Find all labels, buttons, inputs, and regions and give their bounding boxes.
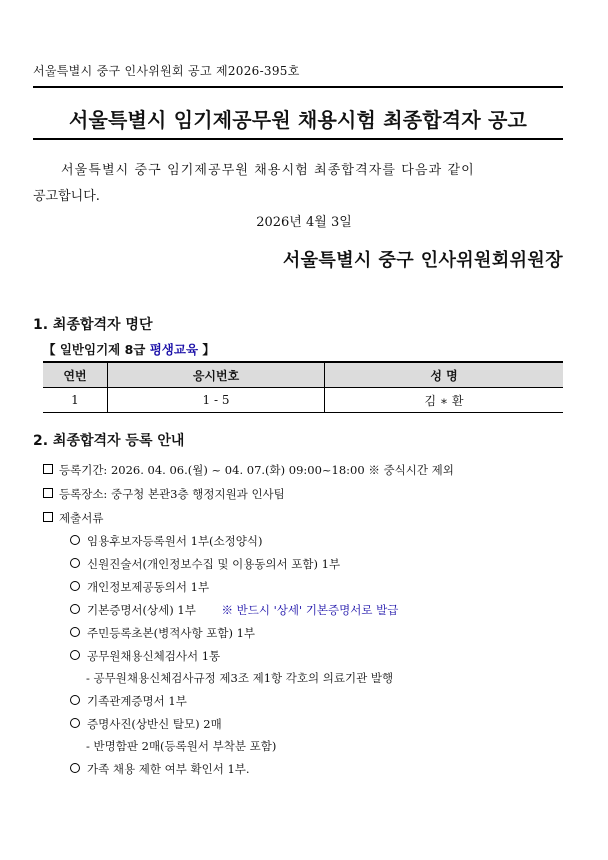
circle-bullet-icon [70,650,80,660]
document-item: 공무원채용신체검사서 1통 [87,649,221,663]
section2-heading: 2. 최종합격자 등록 안내 [33,433,185,449]
document-item: 기본증명서(상세) 1부 [87,603,196,617]
notice-number: 서울특별시 중구 인사위원회 공고 제2026-395호 [33,64,300,78]
list-item [70,579,209,595]
position-highlight: 평생교육 [149,342,199,357]
list-item [70,625,255,641]
list-item [70,648,220,664]
list-item [70,556,340,572]
page-title: 서울특별시 임기제공무원 채용시험 최종합격자 공고 [68,108,528,132]
registration-period: 등록기간: 2026. 04. 06.(월) ~ 04. 07.(화) 09:00~18:00 ※ 중식시간 제외 [59,463,454,477]
registration-place: 등록장소: 중구청 본관3층 행정지원과 인사팀 [59,487,285,501]
document-item: 개인정보제공동의서 1부 [87,580,210,594]
list-item [43,510,103,526]
circle-bullet-icon [70,695,80,705]
circle-bullet-icon [70,535,80,545]
document-item: 신원진술서(개인정보수집 및 이용동의서 포함) 1부 [87,557,341,571]
circle-bullet-icon [70,763,80,773]
document-subitem: - 공무원채용신체검사규정 제3조 제1항 각호의 의료기관 발행 [86,671,394,685]
list-item [70,533,262,549]
documents-heading: 제출서류 [59,511,104,525]
list-item [43,486,285,502]
circle-bullet-icon [70,604,80,614]
list-item [70,716,222,732]
intro-line-1: 서울특별시 중구 임기제공무원 채용시험 최종합격자를 다음과 같이 [61,163,475,178]
table-header: 성 명 [325,362,564,388]
circle-bullet-icon [70,581,80,591]
square-bullet-icon [43,488,53,498]
square-bullet-icon [43,464,53,474]
circle-bullet-icon [70,627,80,637]
document-note: ※ 반드시 '상세' 기본증명서로 발급 [221,603,399,617]
announcement-date: 2026년 4월 3일 [256,215,352,230]
table-cell: 1 - 5 [108,388,325,413]
square-bullet-icon [43,512,53,522]
intro-line-2: 공고합니다. [33,189,100,204]
document-item: 가족 채용 제한 여부 확인서 1부. [87,762,250,776]
position-prefix: 【 일반임기제 8급 [43,342,150,357]
list-item [70,761,250,777]
document-item: 증명사진(상반신 탈모) 2매 [87,717,222,731]
signer: 서울특별시 중구 인사위원회위원장 [282,250,563,271]
document-item: 주민등록초본(병적사항 포함) 1부 [87,626,256,640]
table-header: 응시번호 [108,362,325,388]
table-cell: 1 [43,388,108,413]
table-header: 연번 [43,362,108,388]
document-subitem: - 반명함판 2매(등록원서 부착분 포함) [86,739,277,753]
document-item: 임용후보자등록원서 1부(소정양식) [87,534,263,548]
list-item [43,462,454,478]
list-item [70,602,398,618]
document-item: 기족관계증명서 1부 [87,694,187,708]
circle-bullet-icon [70,718,80,728]
circle-bullet-icon [70,558,80,568]
position-suffix: 】 [198,342,215,357]
list-item [70,693,187,709]
table-cell: 김 ∗ 환 [325,388,564,413]
section1-heading: 1. 최종합격자 명단 [33,317,153,333]
